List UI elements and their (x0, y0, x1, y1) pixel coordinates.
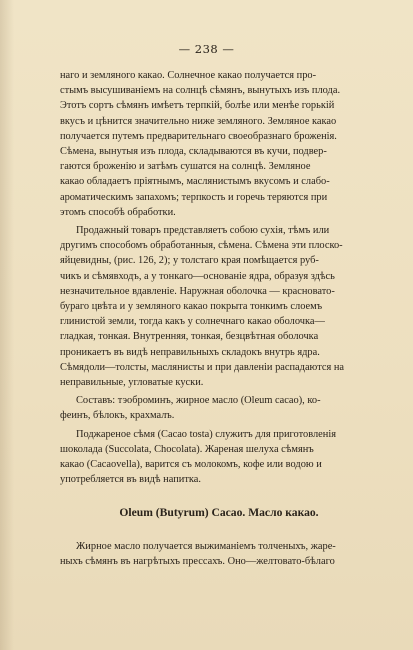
text-line: глинистой земли, тогда какъ у солнечнаго какао оболочка— (60, 316, 325, 328)
page-body (60, 68, 378, 569)
page-gutter-shadow (0, 0, 14, 650)
text-line: шоколада (Succolata, Chocolata). Жареная шелуха сѣмянъ (60, 443, 314, 455)
text-line: феинъ, бѣлокъ, крахмалъ. (60, 410, 175, 422)
text-line: этомъ способѣ обработки. (60, 206, 176, 218)
text-line: Жирное масло получается выжиманіемъ толченыхъ, жаре- (76, 540, 336, 552)
text-line: гладкая, тонкая. Внутренняя, тонкая, безцвѣтная оболочка (60, 331, 319, 343)
text-line: проникаетъ въ видѣ неправильныхъ складокъ внутрь ядра. (60, 346, 320, 358)
text-line: бураго цвѣта и у земляного какао покрыта тонкимъ слоемъ (60, 301, 323, 313)
paragraph-5 (60, 539, 378, 569)
text-line: стымъ высушиваніемъ на солнцѣ сѣмянъ, вынутыхъ изъ плода. (60, 85, 341, 97)
text-line: какао обладаетъ пріятнымъ, маслянистымъ вкусомъ и слабо- (60, 176, 330, 188)
text-line: употребляется въ видѣ напитка. (60, 474, 201, 486)
text-line: вкусъ и цѣнится значительно ниже земляного. Земляное какао (60, 115, 337, 127)
text-line: гаются броженію и затѣмъ сушатся на солнцѣ. Земляное (60, 161, 311, 173)
text-line: чикъ и сѣмявходъ, а у тонкаго—основаніе ядра, образуя здѣсь (60, 270, 335, 282)
text-line: Продажный товаръ представляетъ собою сухія, тѣмъ или (76, 225, 330, 237)
paragraph-3 (60, 393, 378, 423)
text-line: ароматическимъ запахомъ; терпкость и горечь теряются при (60, 191, 328, 203)
text-line: неправильные, угловатые куски. (60, 377, 204, 389)
text-line: незначительное вдавленіе. Наружная оболочка — красновато- (60, 285, 335, 297)
text-line: Сѣмена, вынутыя изъ плода, складываются въ кучи, подвер- (60, 146, 327, 158)
page-number: — 238 — (178, 42, 235, 56)
text-line: Составъ: тэоброминъ, жирное масло (Oleum cacao), ко- (76, 395, 321, 407)
text-line: получается путемъ предварительнаго своеобразнаго броженія. (60, 130, 337, 142)
text-line: яйцевидны, (рис. 126, 2); у толстаго края помѣщается руб- (60, 255, 319, 267)
text-line: ныхъ сѣмянъ въ нагрѣтыхъ прессахъ. Оно—желтовато-бѣлаго (60, 555, 335, 567)
paragraph-1 (60, 68, 378, 220)
paragraph-4 (60, 427, 378, 488)
text-line: Этотъ сортъ сѣмянъ имѣетъ терпкій, болѣе или менѣе горькій (60, 100, 335, 112)
text-line: какао (Cacaovella), варится съ молокомъ, кофе или водою и (60, 459, 322, 471)
text-line: Сѣмядоли—толсты, маслянисты и при давленіи распадаются на (60, 361, 345, 373)
text-line: другимъ способомъ обработанныя, сѣмена. Сѣмена эти плоско- (60, 240, 343, 252)
text-line: наго и земляного какао. Солнечное какао получается про- (60, 70, 317, 81)
section-heading: Oleum (Butyrum) Cacao. Масло какао. (119, 506, 319, 520)
text-line: Поджареное сѣмя (Cacao tosta) служитъ для приготовленія (76, 428, 337, 440)
paragraph-2 (60, 223, 378, 390)
